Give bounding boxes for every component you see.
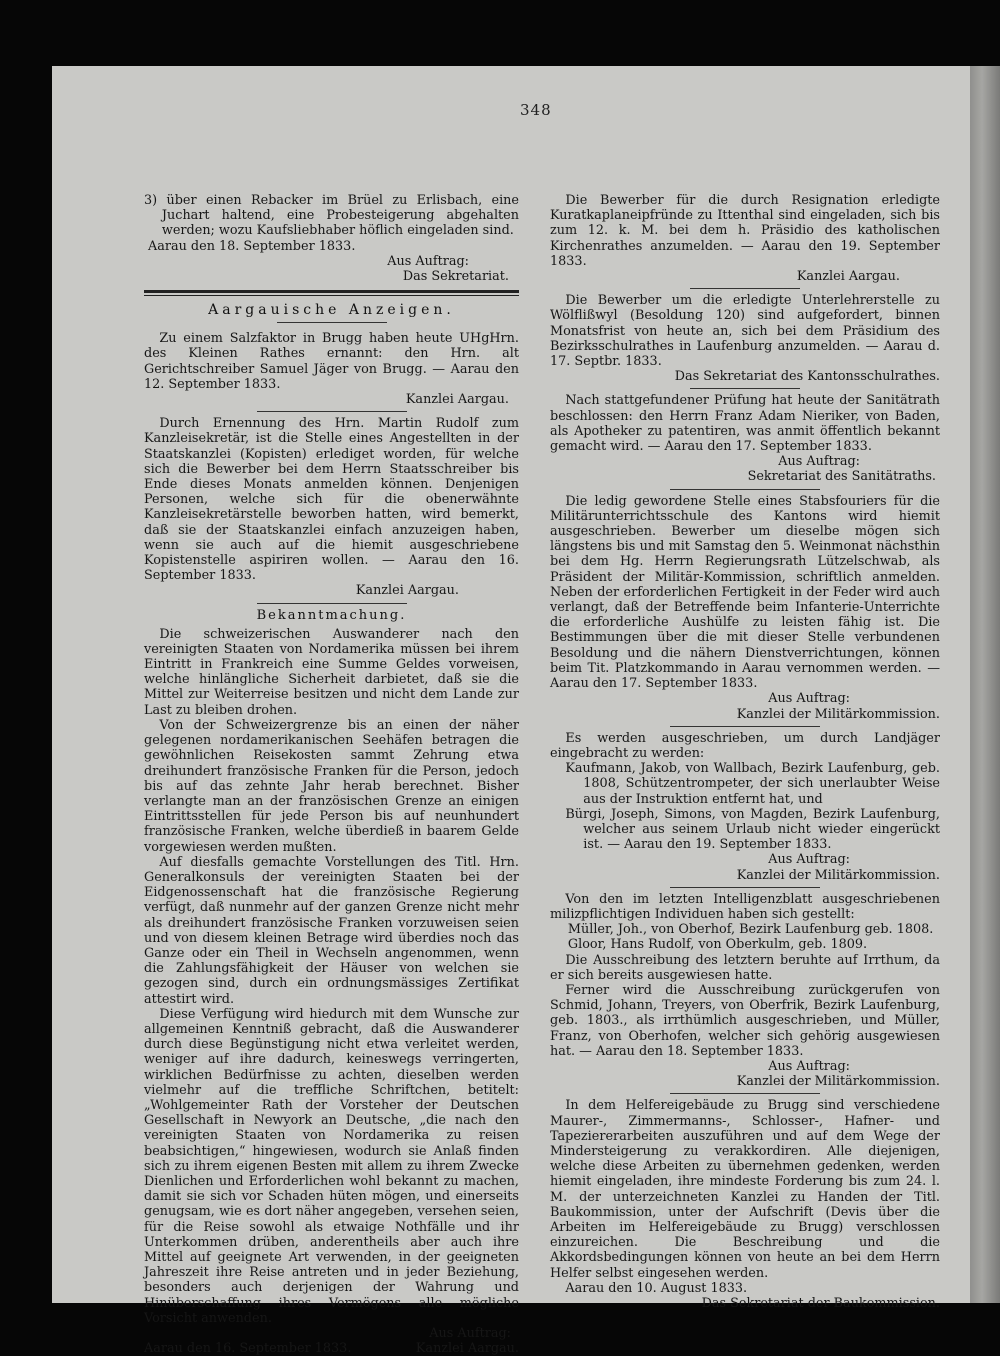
newspaper-page bbox=[52, 66, 970, 1356]
notice-kaplanei-sign: Kanzlei Aargau. bbox=[796, 269, 900, 285]
wanted-item-1: Kaufmann, Jakob, von Wallbach, Bezirk Laufenburg, geb. 1808, Schützentrompeter, der sich unerlaubter Weise aus der Instruktion entfernt hat, und bbox=[565, 761, 940, 807]
notice-divider bbox=[257, 411, 407, 412]
notice-kaplanei: Die Bewerber für die durch Resignation erledigte Kuratkaplaneipfründe zu Ittenthal sind eingeladen, sich bis zum 12. k. M. bei dem h. Präsidio des katholischen Kirchenrathes anzumelden. — Aarau den 19. September 1833. bbox=[550, 193, 940, 269]
notice-stabsfourier: Die ledig gewordene Stelle eines Stabsfouriers für die Militärunterrichtsschule des Kantons wird hiemit ausgeschrieben. Bewerber um dieselbe mögen sich längstens bis und mit Samstag den 5. Weinmonat nächsthin bei dem Hg. Herrn Regierungsrath Lützelschwab, als Präsident der Militär-Kommission, schriftlich anmelden. Neben der erforderlichen Fertigkeit in der Feder wird auch verlangt, daß der Betreffende beim Infanterie-Unterrichte die erforderliche Aushülfe zu leisten fähig ist. Die Bestimmungen über die mit dieser Stelle verbundenen Besoldung und die nähern Dienstverrichtungen, können beim Tit. Platzkommando in Aarau vernommen werden. — Aarau den 17. September 1833. bbox=[550, 493, 940, 692]
gestellt-item-1: Müller, Joh., von Oberhof, Bezirk Laufenburg geb. 1808. bbox=[567, 922, 934, 938]
notice-gestellt-sign-2: Kanzlei der Militärkommission. bbox=[736, 1074, 940, 1090]
intro-sign-line-2: Das Sekretariat. bbox=[402, 269, 509, 285]
emigrants-paragraph-2: Von der Schweizergrenze bis an einen der näher gelegenen nordamerikanischen Seehäfen betragen die gewöhnlichen Reisekosten sammt Zehrung etwa dreihundert französische Franken für die Person, jedoch bis auf das zehnte Jahr herab berechnet. Bisher verlangte man an der französischen Grenze an einigen Eintrittsstellen für jede Person bis auf neunhundert französische Franken, welche überdieß in baarem Gelde vorgewiesen werden mußten. bbox=[144, 717, 519, 855]
notice-gestellt-sign-1: Aus Auftrag: bbox=[768, 1058, 850, 1074]
notice-salzfaktor-sign: Kanzlei Aargau. bbox=[405, 392, 509, 408]
section-divider bbox=[144, 290, 519, 296]
notice-salzfaktor: Zu einem Salzfaktor in Brugg haben heute UHgHrn. des Kleinen Rathes ernannt: den Hrn. alt Gerichtschreiber Samuel Jäger von Brugg. — Aarau den 12. September 1833. bbox=[144, 331, 519, 392]
left-column bbox=[144, 193, 519, 1356]
notice-kopist: Durch Ernennung des Hrn. Martin Rudolf zum Kanzleisekretär, ist die Stelle eines Angestellten in der Staatskanzlei (Kopisten) erlediget worden, für welche sich die Bewerber bei dem Herrn Staatsschreiber bis Ende dieses Monats anmelden können. Denjenigen Personen, welche sich für die obenerwähnte Kanzleisekretärstelle beworben hatten, wird bemerkt, daß sie der Staatskanzlei einfach anzuzeigen haben, wenn sie auch auf die hiemit ausgeschriebene Kopistenstelle aspiriren wollen. — Aarau den 16. September 1833. bbox=[144, 416, 519, 584]
emigrants-date-line bbox=[144, 1341, 519, 1356]
notice-gestellt-irrthum: Die Ausschreibung des letztern beruhte auf Irrthum, da er sich bereits ausgewiesen hatte. bbox=[550, 952, 940, 983]
notice-apotheker-sign-2: Sekretariat des Sanitätraths. bbox=[747, 469, 936, 485]
notice-divider bbox=[690, 288, 800, 289]
notice-helferei: In dem Helfereigebäude zu Brugg sind verschiedene Maurer-, Zimmermanns-, Schlosser-, Hafner- und Tapeziererarbeiten auszuführen und auf dem Wege der Mindersteigerung zu verakkordiren. Alle diejenigen, welche diese Arbeiten zu übernehmen gedenken, werden hiemit eingeladen, ihre mindeste Forderung bis zum 24. l. M. der unterzeichneten Kanzlei zu Handen der Titl. Baukommission, unter der Aufschrift (Devis über die Arbeiten im Helfereigebäude zu Brugg) verschlossen einzureichen. Die Beschreibung und die Akkordsbedingungen können von heute an bei dem Herrn Helfer selbst eingesehen werden. bbox=[550, 1098, 940, 1281]
section-heading: Aargauische Anzeigen. bbox=[208, 302, 455, 319]
intro-sign-line-1: Aus Auftrag: bbox=[387, 253, 469, 269]
notice-landjaeger-sign-1: Aus Auftrag: bbox=[768, 852, 850, 868]
notice-stabsfourier-sign-1: Aus Auftrag: bbox=[768, 691, 850, 707]
notice-unterlehrer-sign: Das Sekretariat des Kantonsschulrathes. bbox=[674, 369, 940, 385]
heading-rule bbox=[277, 322, 387, 323]
notice-apotheker-sign-1: Aus Auftrag: bbox=[778, 454, 860, 470]
notice-divider bbox=[670, 726, 820, 727]
bekanntmachung-heading: Bekanntmachung. bbox=[256, 607, 407, 623]
notice-divider bbox=[670, 887, 820, 888]
notice-landjaeger: Es werden ausgeschrieben, um durch Landjäger eingebracht zu werden: bbox=[550, 730, 940, 761]
emigrants-paragraph-1: Die schweizerischen Auswanderer nach den vereinigten Staaten von Nordamerika müssen bei ihrem Eintritt in Frankreich eine Summe Geldes vorweisen, welche hinlängliche Sicherheit darbietet, daß sie die Mittel zur Weiterreise besitzen und nicht dem Lande zur Last zu bleiben drohen. bbox=[144, 626, 519, 718]
notice-helferei-date: Aarau den 10. August 1833. bbox=[565, 1280, 748, 1296]
notice-stabsfourier-sign-2: Kanzlei der Militärkommission. bbox=[736, 706, 940, 722]
notice-landjaeger-sign-2: Kanzlei der Militärkommission. bbox=[736, 867, 940, 883]
emigrants-date: Aarau den 16. September 1833. bbox=[144, 1341, 352, 1356]
notice-helferei-sign: Das Sekretariat der Baukommission. bbox=[701, 1296, 940, 1312]
emigrants-sign-1: Aus Auftrag: bbox=[429, 1326, 511, 1342]
notice-divider bbox=[690, 388, 800, 389]
gestellt-item-2: Gloor, Hans Rudolf, von Oberkulm, geb. 1809. bbox=[567, 937, 868, 953]
wanted-item-2: Bürgi, Joseph, Simons, von Magden, Bezirk Laufenburg, welcher aus seinem Urlaub nicht wieder eingerückt ist. — Aarau den 19. September 1833. bbox=[565, 806, 940, 853]
right-column bbox=[550, 193, 940, 1312]
emigrants-sign-2: Kanzlei Aargau. bbox=[415, 1341, 519, 1356]
page-number: 348 bbox=[520, 101, 552, 119]
notice-gestellt-zurueck: Ferner wird die Ausschreibung zurückgerufen von Schmid, Johann, Treyers, von Oberfrik, Bezirk Laufenburg, geb. 1803., als irrthümlich ausgeschrieben, und Müller, Franz, von Oberhofen, welcher sich gehörig ausgewiesen hat. — Aarau den 18. September 1833. bbox=[550, 982, 940, 1059]
notice-unterlehrer: Die Bewerber um die erledigte Unterlehrerstelle zu Wölflißwyl (Besoldung 120) sind aufgefordert, binnen Monatsfrist von heute an, sich bei dem Präsidium des Bezirksschulrathes in Laufenburg anzumelden. — Aarau d. 17. Septbr. 1833. bbox=[550, 293, 940, 370]
intro-paragraph: 3) über einen Rebacker im Brüel zu Erlisbach, eine Juchart haltend, eine Probesteigerung abgehalten werden; wozu Kaufsliebhaber höflich eingeladen sind. bbox=[144, 193, 519, 239]
notice-divider bbox=[670, 1093, 820, 1094]
notice-divider bbox=[670, 489, 820, 490]
notice-kopist-sign: Kanzlei Aargau. bbox=[355, 583, 459, 599]
notice-divider bbox=[257, 603, 407, 604]
emigrants-paragraph-3: Auf diesfalls gemachte Vorstellungen des Titl. Hrn. Generalkonsuls der vereinigten Staaten bei der Eidgenossenschaft hat die französische Regierung verfügt, daß nunmehr auf der ganzen Grenze nicht mehr als dreihundert französische Franken vorzuweisen seien und von diesem kleinen Betrage wird überdies noch das Ganze oder ein Theil in Wechseln angenommen, wenn die Zahlungsfähigkeit der Häuser von welchen sie gezogen sind, durch ein ordnungsmässiges Zertifikat attestirt wird. bbox=[144, 854, 519, 1007]
intro-date: Aarau den 18. September 1833. bbox=[148, 238, 356, 254]
emigrants-paragraph-4: Diese Verfügung wird hiedurch mit dem Wunsche zur allgemeinen Kenntniß gebracht, daß die Auswanderer durch diese Begünstigung nicht etwa verleitet werden, weniger auf ihre dadurch, keineswegs verringerten, wirklichen Bedürfnisse zu achten, dieselben werden vielmehr auf die treffliche Schriftchen, betitelt: „Wohlgemeinter Rath der Vorsteher der Deutschen Gesellschaft in Newyork an Deutsche, „die nach den vereinigten Staaten von Nordamerika zu reisen beabsichtigen,“ hingewiesen, wodurch sie Anlaß finden sich zu ihrem eigenen Besten mit allem zu ihrem Zwecke Dienlichen und Erforderlichen wohl bekannt zu machen, damit sie sich vor Schaden hüten mögen, und einerseits genugsam, wie es dort näher angegeben, versehen seien, für die Reise sowohl als etwaige Nothfälle und ihr Unterkommen drüben, anderentheils aber auch ihre Mittel auf geeignete Art verwenden, in der geeigneten Jahreszeit ihre Reise antreten und in jeder Beziehung, besonders auch derjenigen der Wahrung und Hinüberschaffung ihres Vermögens alle mögliche Vorsicht anwenden. bbox=[144, 1006, 519, 1326]
notice-apotheker: Nach stattgefundener Prüfung hat heute der Sanitätrath beschlossen: den Herrn Franz Adam Nieriker, von Baden, als Apotheker zu patentiren, was anmit öffentlich bekannt gemacht wird. — Aarau den 17. September 1833. bbox=[550, 393, 940, 455]
notice-gestellt: Von den im letzten Intelligenzblatt ausgeschriebenen milizpflichtigen Individuen haben sich gestellt: bbox=[550, 891, 940, 922]
